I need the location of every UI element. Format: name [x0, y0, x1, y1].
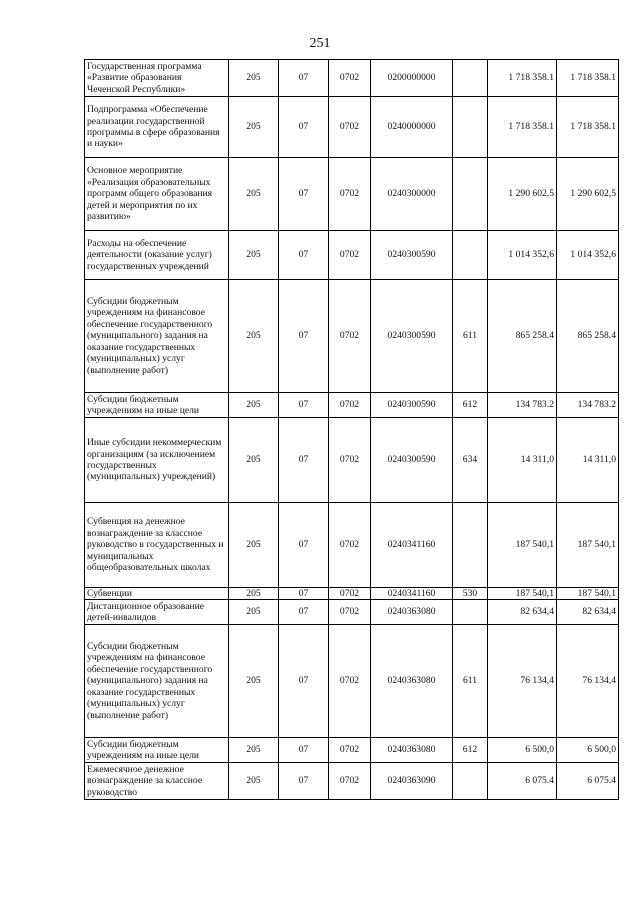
subsection-code: 0702 — [329, 738, 371, 763]
row-name: Подпрограмма «Обеспечение реализации государственной программы в сфере образования и науки» — [85, 97, 229, 158]
row-name: Субсидии бюджетным учреждениям на иные цели — [85, 393, 229, 418]
amount-column-2: 6 075.4 — [557, 763, 619, 800]
subsection-code: 0702 — [329, 588, 371, 600]
ministry-code: 205 — [229, 600, 279, 625]
ministry-code: 205 — [229, 588, 279, 600]
section-code: 07 — [279, 97, 329, 158]
amount-column-1: 6 500,0 — [488, 738, 557, 763]
amount-column-2: 6 500,0 — [557, 738, 619, 763]
expense-type-code: 611 — [453, 625, 488, 738]
target-article-code: 0240363080 — [371, 738, 453, 763]
section-code: 07 — [279, 418, 329, 503]
table-row — [85, 158, 619, 231]
subsection-code: 0702 — [329, 97, 371, 158]
amount-column-2: 82 634,4 — [557, 600, 619, 625]
row-name: Ежемесячное денежное вознаграждение за классное руководство — [85, 763, 229, 800]
amount-column-2: 187 540,1 — [557, 503, 619, 588]
ministry-code: 205 — [229, 763, 279, 800]
table-row — [85, 588, 619, 600]
section-code: 07 — [279, 231, 329, 280]
ministry-code: 205 — [229, 503, 279, 588]
expense-type-code — [453, 763, 488, 800]
row-name: Субвенция на денежное вознаграждение за классное руководство в государственных и муниципальных общеобразовательных школах — [85, 503, 229, 588]
section-code: 07 — [279, 158, 329, 231]
amount-column-2: 1 290 602,5 — [557, 158, 619, 231]
ministry-code: 205 — [229, 280, 279, 393]
budget-table — [84, 59, 619, 800]
table-row — [85, 280, 619, 393]
target-article-code: 0200000000 — [371, 60, 453, 97]
target-article-code: 0240363090 — [371, 763, 453, 800]
expense-type-code: 612 — [453, 738, 488, 763]
row-name: Субсидии бюджетным учреждениям на финансовое обеспечение государственного (муниципального) задания на оказание государственных (муниципальных) услуг (выполнение работ) — [85, 625, 229, 738]
amount-column-2: 187 540,1 — [557, 588, 619, 600]
subsection-code: 0702 — [329, 393, 371, 418]
amount-column-2: 1 014 352,6 — [557, 231, 619, 280]
expense-type-code — [453, 158, 488, 231]
subsection-code: 0702 — [329, 625, 371, 738]
row-name: Субсидии бюджетным учреждениям на финансовое обеспечение государственного (муниципального) задания на оказание государственных (муниципальных) услуг (выполнение работ) — [85, 280, 229, 393]
amount-column-1: 82 634,4 — [488, 600, 557, 625]
row-name: Расходы на обеспечение деятельности (оказание услуг) государственных учреждений — [85, 231, 229, 280]
amount-column-2: 1 718 358.1 — [557, 60, 619, 97]
table-row — [85, 763, 619, 800]
section-code: 07 — [279, 503, 329, 588]
table-row — [85, 738, 619, 763]
row-name: Субвенции — [85, 588, 229, 600]
expense-type-code — [453, 60, 488, 97]
subsection-code: 0702 — [329, 503, 371, 588]
section-code: 07 — [279, 600, 329, 625]
target-article-code: 0240300590 — [371, 280, 453, 393]
expense-type-code — [453, 600, 488, 625]
amount-column-1: 76 134,4 — [488, 625, 557, 738]
table-row — [85, 503, 619, 588]
target-article-code: 0240000000 — [371, 97, 453, 158]
amount-column-1: 1 718 358.1 — [488, 97, 557, 158]
row-name: Основное мероприятие «Реализация образовательных программ общего образования детей и мероприятия по их развитию» — [85, 158, 229, 231]
ministry-code: 205 — [229, 60, 279, 97]
section-code: 07 — [279, 60, 329, 97]
amount-column-1: 134 783.2 — [488, 393, 557, 418]
subsection-code: 0702 — [329, 231, 371, 280]
row-name: Иные субсидии некоммерческим организациям (за исключением государственных (муниципальных) учреждений) — [85, 418, 229, 503]
section-code: 07 — [279, 393, 329, 418]
table-row — [85, 418, 619, 503]
ministry-code: 205 — [229, 738, 279, 763]
amount-column-2: 76 134,4 — [557, 625, 619, 738]
subsection-code: 0702 — [329, 763, 371, 800]
subsection-code: 0702 — [329, 60, 371, 97]
section-code: 07 — [279, 588, 329, 600]
target-article-code: 0240300000 — [371, 158, 453, 231]
ministry-code: 205 — [229, 393, 279, 418]
subsection-code: 0702 — [329, 280, 371, 393]
target-article-code: 0240341160 — [371, 503, 453, 588]
expense-type-code — [453, 503, 488, 588]
amount-column-1: 187 540,1 — [488, 588, 557, 600]
target-article-code: 0240300590 — [371, 231, 453, 280]
amount-column-1: 865 258.4 — [488, 280, 557, 393]
expense-type-code: 612 — [453, 393, 488, 418]
amount-column-1: 14 311,0 — [488, 418, 557, 503]
row-name: Субсидии бюджетным учреждениям на иные цели — [85, 738, 229, 763]
target-article-code: 0240363080 — [371, 600, 453, 625]
ministry-code: 205 — [229, 625, 279, 738]
ministry-code: 205 — [229, 231, 279, 280]
amount-column-1: 1 290 602,5 — [488, 158, 557, 231]
expense-type-code — [453, 231, 488, 280]
page-number: 251 — [309, 36, 331, 51]
section-code: 07 — [279, 280, 329, 393]
amount-column-1: 6 075.4 — [488, 763, 557, 800]
table-row — [85, 600, 619, 625]
table-row — [85, 393, 619, 418]
subsection-code: 0702 — [329, 158, 371, 231]
expense-type-code — [453, 97, 488, 158]
amount-column-1: 187 540,1 — [488, 503, 557, 588]
subsection-code: 0702 — [329, 600, 371, 625]
subsection-code: 0702 — [329, 418, 371, 503]
target-article-code: 0240300590 — [371, 393, 453, 418]
section-code: 07 — [279, 625, 329, 738]
row-name: Государственная программа «Развитие образования Чеченской Республики» — [85, 60, 229, 97]
ministry-code: 205 — [229, 418, 279, 503]
expense-type-code: 634 — [453, 418, 488, 503]
amount-column-2: 865 258.4 — [557, 280, 619, 393]
expense-type-code: 530 — [453, 588, 488, 600]
row-name: Дистанционное образование детей-инвалидов — [85, 600, 229, 625]
table-row — [85, 231, 619, 280]
amount-column-1: 1 718 358.1 — [488, 60, 557, 97]
table-row — [85, 97, 619, 158]
target-article-code: 0240341160 — [371, 588, 453, 600]
amount-column-2: 134 783.2 — [557, 393, 619, 418]
ministry-code: 205 — [229, 158, 279, 231]
amount-column-1: 1 014 352,6 — [488, 231, 557, 280]
section-code: 07 — [279, 763, 329, 800]
target-article-code: 0240300590 — [371, 418, 453, 503]
amount-column-2: 14 311,0 — [557, 418, 619, 503]
ministry-code: 205 — [229, 97, 279, 158]
table-row — [85, 625, 619, 738]
amount-column-2: 1 718 358.1 — [557, 97, 619, 158]
section-code: 07 — [279, 738, 329, 763]
table-row — [85, 60, 619, 97]
expense-type-code: 611 — [453, 280, 488, 393]
target-article-code: 0240363080 — [371, 625, 453, 738]
